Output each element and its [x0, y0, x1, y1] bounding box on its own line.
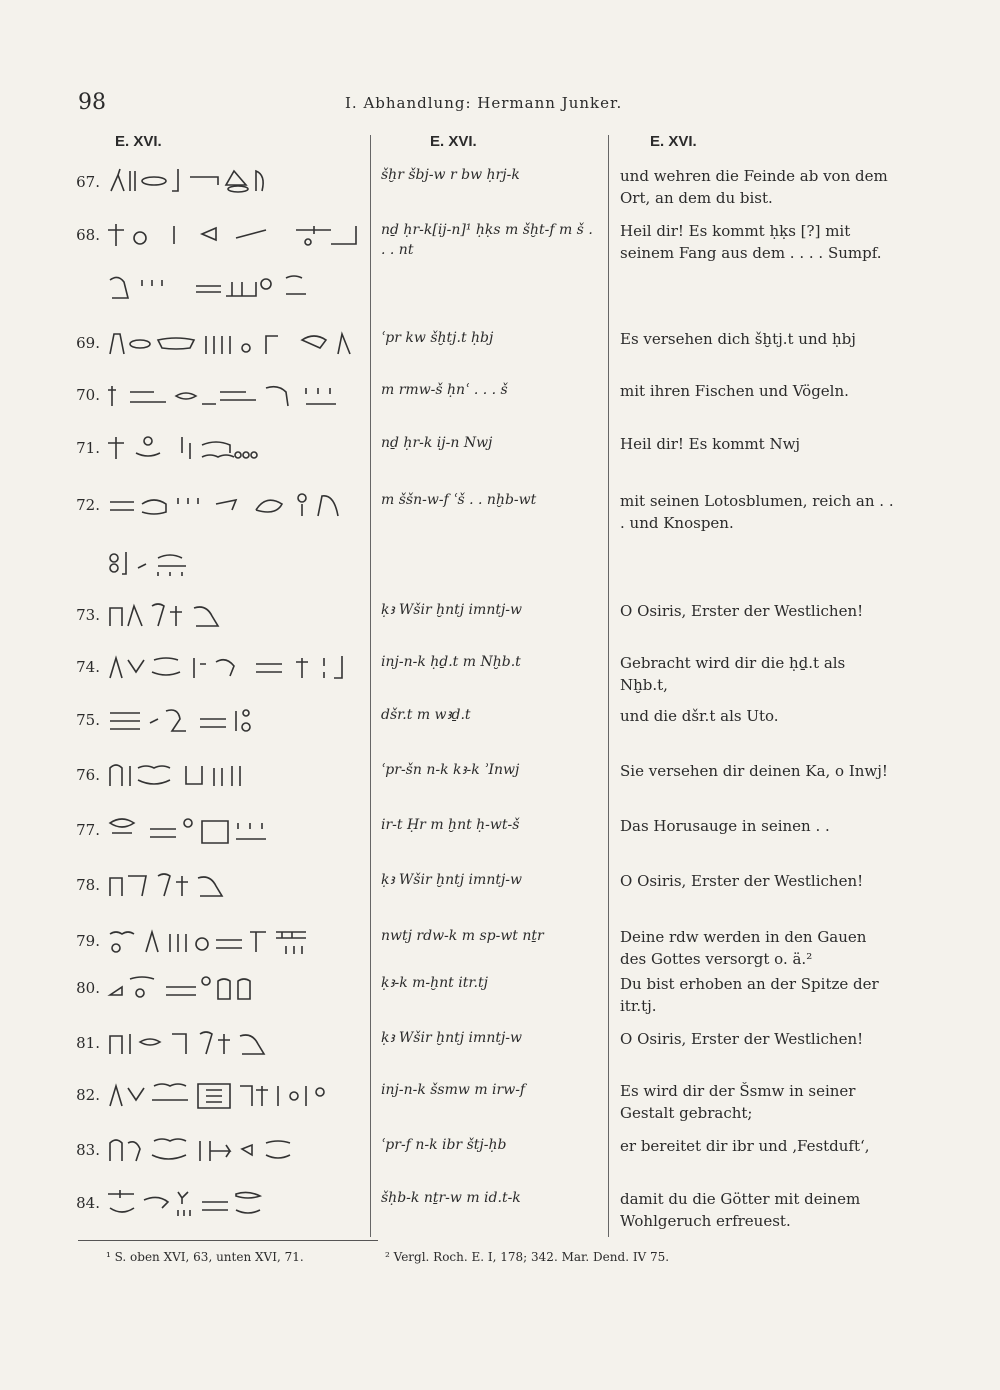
line-number: 70.: [76, 386, 100, 404]
transliteration: ʿpr-šn n-k kꜣ-k ʾInwj: [381, 762, 520, 778]
footnote-2: ² Vergl. Roch. E. I, 178; 342. Mar. Dend. IV 75.: [385, 1250, 670, 1264]
line-number: 80.: [76, 979, 100, 997]
footnote-rule: [78, 1240, 378, 1241]
translation: Gebracht wird dir die ḥḏ.t als Nḫb.t,: [620, 654, 846, 694]
translation: O Osiris, Erster der Westlichen!: [620, 872, 864, 890]
translation: Heil dir! Es kommt ḥḳs [?] mit seinem Fang aus dem . . . . Sumpf.: [620, 222, 882, 262]
line-number: 83.: [76, 1141, 100, 1159]
footnote-1: ¹ S. oben XVI, 63, unten XVI, 71.: [106, 1250, 304, 1264]
hieroglyph-group: [106, 433, 361, 463]
translation: und die dšr.t als Uto.: [620, 707, 779, 725]
translation: Deine rdw werden in den Gauen des Gottes versorgt o. ä.²: [620, 928, 867, 968]
translation: O Osiris, Erster der Westlichen!: [620, 602, 864, 620]
hieroglyph-group: [106, 973, 361, 1003]
hieroglyph-group: [106, 1135, 361, 1165]
hieroglyph-group: [106, 1028, 361, 1058]
line-number: 82.: [76, 1086, 100, 1104]
hieroglyph-group: [106, 815, 361, 845]
transliteration: šḫr šbj-w r bw ḥrj-k: [381, 167, 520, 183]
line-number: 72.: [76, 496, 100, 514]
hieroglyph-group: [106, 380, 361, 410]
translation: und wehren die Feinde ab von dem Ort, an dem du bist.: [620, 167, 888, 207]
translation: er bereitet dir ibr und ‚Festduft‘,: [620, 1137, 870, 1155]
line-number: 78.: [76, 876, 100, 894]
hieroglyph-group: [106, 328, 361, 358]
translation: Sie versehen dir deinen Ka, o Inwj!: [620, 762, 888, 780]
translation: Du bist erhoben an der Spitze der itr.tj.: [620, 975, 879, 1015]
hieroglyph-group: [106, 760, 361, 790]
hieroglyph-group: [106, 926, 361, 956]
line-number: 75.: [76, 711, 100, 729]
translation: Heil dir! Es kommt Nwj: [620, 435, 801, 453]
hieroglyph-group: [106, 705, 361, 735]
running-head: I. Abhandlung: Hermann Junker.: [345, 94, 623, 112]
transliteration: ḳꜣ Wšir ḫntj imntj-w: [381, 872, 523, 888]
transliteration: ḳꜣ Wšir ḫntj imntj-w: [381, 602, 523, 618]
hieroglyph-group: [106, 652, 361, 682]
hieroglyph-group: [106, 1080, 361, 1110]
column-header-translation: E. XVI.: [650, 133, 697, 150]
transliteration: nwtj rdw-k m sp-wt nṯr: [381, 928, 544, 944]
column-divider: [370, 135, 371, 1237]
hieroglyph-group: [106, 870, 361, 900]
hieroglyph-group: [106, 600, 361, 630]
hieroglyph-group: [106, 1188, 361, 1218]
transliteration: ḳꜣ Wšir ḫntj imntj-w: [381, 1030, 523, 1046]
line-number: 67.: [76, 173, 100, 191]
translation: Es versehen dich šḫtj.t und ḥbj: [620, 330, 856, 348]
line-number: 73.: [76, 606, 100, 624]
line-number: 77.: [76, 821, 100, 839]
translation: mit seinen Lotosblumen, reich an . . . und Knospen.: [620, 492, 894, 532]
column-header-hieroglyphs: E. XVI.: [115, 133, 162, 150]
transliteration: m ššn-w-f ʿš . . nḫb-wt: [381, 492, 537, 508]
translation: mit ihren Fischen und Vögeln.: [620, 382, 849, 400]
hieroglyph-group: [106, 548, 361, 578]
hieroglyph-group: [106, 490, 361, 520]
line-number: 68.: [76, 226, 100, 244]
transliteration: m rmw-š ḥnʿ . . . š: [381, 382, 508, 398]
transliteration: šḥb-k nṯr-w m id.t-k: [381, 1190, 521, 1206]
line-number: 79.: [76, 932, 100, 950]
transliteration: ʿpr-f n-k ibr štj-ḥb: [381, 1137, 507, 1153]
transliteration: inj-n-k šsmw m irw-f: [381, 1082, 526, 1098]
transliteration: nḏ ḥr-k ij-n Nwj: [381, 435, 493, 451]
transliteration: ir-t Ḥr m ḫnt ḥ-wt-š: [381, 817, 520, 833]
translation: Es wird dir der Šsmw in seiner Gestalt gebracht;: [620, 1082, 856, 1122]
transliteration: ḳꜣ-k m-ḫnt itr.tj: [381, 975, 488, 991]
line-number: 81.: [76, 1034, 100, 1052]
translation: damit du die Götter mit deinem Wohlgeruch erfreuest.: [620, 1190, 861, 1230]
transliteration: inj-n-k ḥḏ.t m Nḫb.t: [381, 654, 521, 670]
transliteration: dšr.t m wꜣḏ.t: [381, 707, 471, 723]
line-number: 74.: [76, 658, 100, 676]
column-divider: [608, 135, 609, 1237]
line-number: 71.: [76, 439, 100, 457]
column-header-transliteration: E. XVI.: [430, 133, 477, 150]
transliteration: ʿpr kw šḫtj.t ḥbj: [381, 330, 494, 346]
hieroglyph-group: [106, 165, 361, 195]
page-number: 98: [78, 90, 106, 115]
hieroglyph-group: [106, 220, 361, 250]
line-number: 76.: [76, 766, 100, 784]
translation: O Osiris, Erster der Westlichen!: [620, 1030, 864, 1048]
transliteration: nḏ ḥr-k[ij-n]¹ ḥḳs m šḫt-f m š . . . nt: [381, 222, 593, 258]
translation: Das Horusauge in seinen . .: [620, 817, 830, 835]
line-number: 84.: [76, 1194, 100, 1212]
hieroglyph-group: [106, 272, 361, 302]
line-number: 69.: [76, 334, 100, 352]
